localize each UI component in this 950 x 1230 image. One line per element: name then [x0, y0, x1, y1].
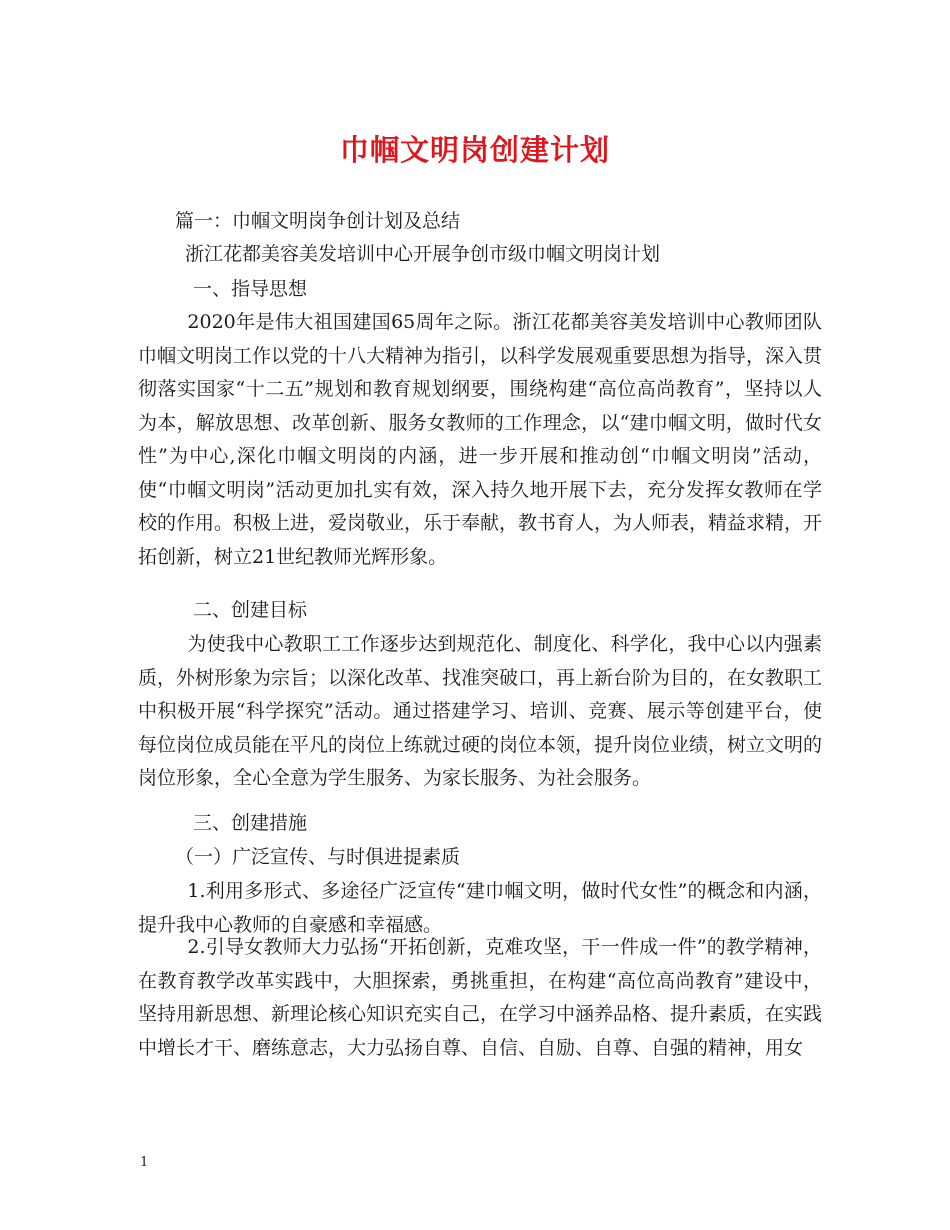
- page-number: 1: [140, 1155, 149, 1170]
- paragraph-measure-2: 2.引导女教师大力弘扬“开拓创新，克难攻坚，干一件成一件”的教学精神，在教育教学改革实践中，大胆探索，勇挑重担，在构建“高位高尚教育”建设中，坚持用新思想、新理论核心知识充实自己，在学习中涵养品格、提升素质，在实践中增长才干、磨练意志，大力弘扬自尊、自信、自励、自尊、自强的精神，用女: [138, 936, 823, 1059]
- section-heading-measures: 三、创建措施: [193, 812, 308, 834]
- paragraph-guiding-thought: 2020年是伟大祖国建国65周年之际。浙江花都美容美发培训中心教师团队巾帼文明岗工作以党的十八大精神为指引，以科学发展观重要思想为指导，深入贯彻落实国家“十二五”规划和教育规划纲要，围绕构建“高位高尚教育”，坚持以人为本，解放思想、改革创新、服务女教师的工作理念，以“建巾帼文明，做时代女性”为中心,深化巾帼文明岗的内涵，进一步开展和推动创“巾帼文明岗”活动，使“巾帼文明岗”活动更加扎实有效，深入持久地开展下去，充分发挥女教师在学校的作用。积极上进，爱岗敬业，乐于奉献，教书育人，为人师表，精益求精，开拓创新，树立21世纪教师光辉形象。: [138, 311, 823, 568]
- document-title: 巾帼文明岗创建计划: [339, 133, 610, 167]
- section-heading-guiding-thought: 一、指导思想: [193, 278, 308, 300]
- paragraph-measure-1: 1.利用多形式、多途径广泛宣传“建巾帼文明，做时代女性”的概念和内涵，提升我中心教师的自豪感和幸福感。: [138, 880, 822, 936]
- paragraph-goals: 为使我中心教职工工作逐步达到规范化、制度化、科学化，我中心以内强素质，外树形象为宗旨；以深化改革、找准突破口，再上新台阶为目的，在女教职工中积极开展“科学探究”活动。通过搭建学习、培训、竞赛、展示等创建平台，使每位岗位成员能在平凡的岗位上练就过硬的岗位本领，提升岗位业绩，树立文明的岗位形象，全心全意为学生服务、为家长服务、为社会服务。: [138, 633, 823, 789]
- plan-subtitle: 浙江花都美容美发培训中心开展争创市级巾帼文明岗计划: [185, 243, 661, 265]
- subsection-heading-publicity: （一）广泛宣传、与时俱进提素质: [175, 846, 461, 868]
- chapter-heading: 篇一：巾帼文明岗争创计划及总结: [175, 210, 461, 232]
- section-heading-goals: 二、创建目标: [193, 599, 308, 621]
